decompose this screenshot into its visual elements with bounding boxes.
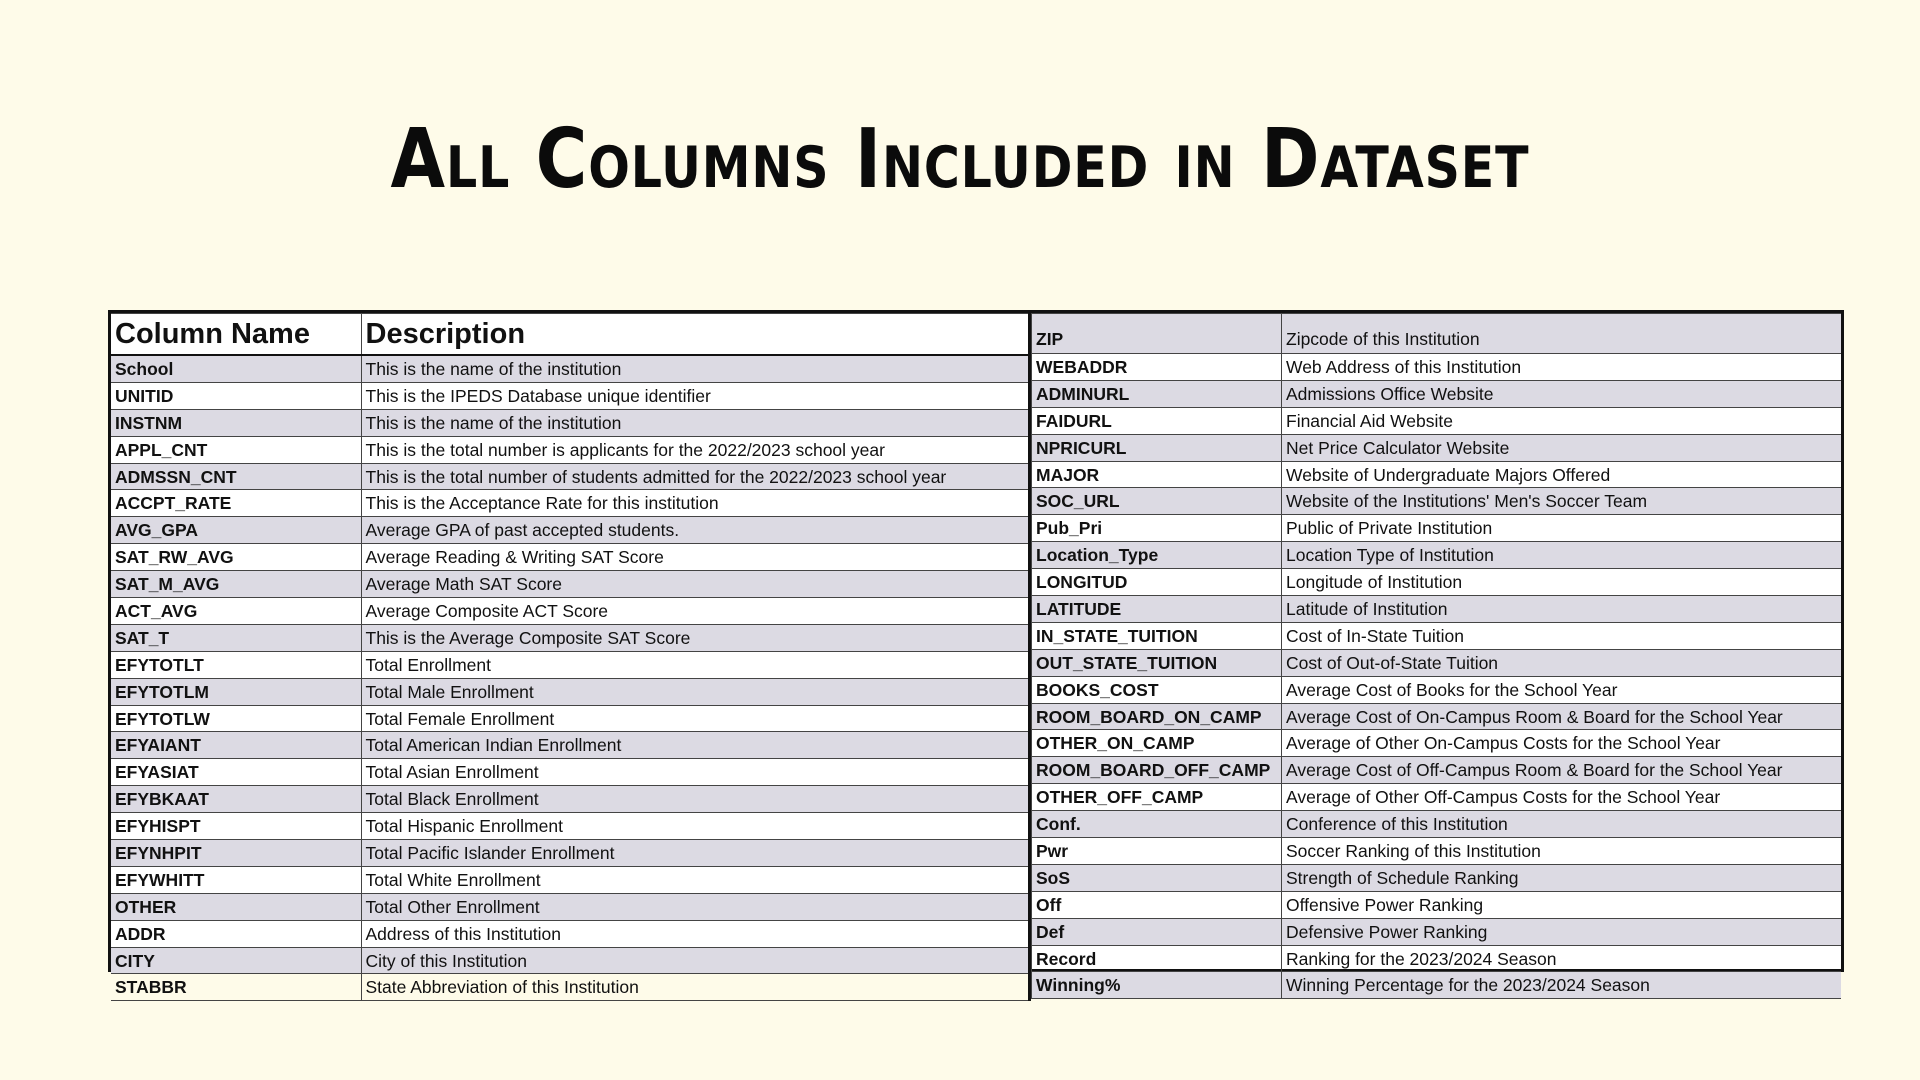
description-cell: Latitude of Institution (1282, 596, 1842, 623)
description-cell: Average GPA of past accepted students. (361, 517, 1030, 544)
column-name-cell: NPRICURL (1032, 434, 1282, 461)
description-cell: Total Female Enrollment (361, 705, 1030, 732)
table-row (1032, 596, 1842, 623)
table-row (1032, 515, 1842, 542)
table-row (111, 866, 1030, 893)
table-row (1032, 784, 1842, 811)
description-cell: Total Pacific Islander Enrollment (361, 840, 1030, 867)
column-name-cell: Record (1032, 945, 1282, 972)
table-row (111, 840, 1030, 867)
description-cell: Financial Aid Website (1282, 407, 1842, 434)
table-row (1032, 488, 1842, 515)
table-row (1032, 811, 1842, 838)
description-cell: State Abbreviation of this Institution (361, 974, 1030, 1001)
description-cell: This is the IPEDS Database unique identifier (361, 382, 1030, 409)
column-name-cell: OTHER_ON_CAMP (1032, 730, 1282, 757)
table-row (111, 624, 1030, 651)
description-cell: Defensive Power Ranking (1282, 918, 1842, 945)
description-cell: Soccer Ranking of this Institution (1282, 838, 1842, 865)
table-row (1032, 542, 1842, 569)
table-row (111, 678, 1030, 705)
description-cell: Total Male Enrollment (361, 678, 1030, 705)
description-cell: Average Cost of Books for the School Year (1282, 676, 1842, 703)
description-cell: Total Other Enrollment (361, 893, 1030, 920)
right-table-body (1032, 314, 1842, 999)
table-row (111, 705, 1030, 732)
description-cell: Public of Private Institution (1282, 515, 1842, 542)
table-row (1032, 434, 1842, 461)
column-name-cell: EFYASIAT (111, 759, 361, 786)
column-name-cell: ADDR (111, 920, 361, 947)
description-cell: Total Black Enrollment (361, 786, 1030, 813)
table-row (111, 463, 1030, 490)
description-cell: Average Reading & Writing SAT Score (361, 544, 1030, 571)
table-row (1032, 354, 1842, 381)
table-row (1032, 864, 1842, 891)
description-cell: Website of the Institutions' Men's Soccer Team (1282, 488, 1842, 515)
description-cell: Average Cost of On-Campus Room & Board for the School Year (1282, 703, 1842, 730)
slide-title: All Columns Included in Dataset (390, 112, 1530, 207)
table-row (1032, 380, 1842, 407)
left-column-table (111, 313, 1031, 1001)
column-name-cell: CITY (111, 947, 361, 974)
description-cell: Net Price Calculator Website (1282, 434, 1842, 461)
table-row (111, 355, 1030, 382)
column-name-cell: SAT_T (111, 624, 361, 651)
column-name-cell: SoS (1032, 864, 1282, 891)
column-name-cell: Winning% (1032, 972, 1282, 999)
table-row (111, 436, 1030, 463)
column-name-cell: UNITID (111, 382, 361, 409)
description-cell: This is the Average Composite SAT Score (361, 624, 1030, 651)
description-cell: Ranking for the 2023/2024 Season (1282, 945, 1842, 972)
table-row (111, 920, 1030, 947)
column-name-cell: ACT_AVG (111, 598, 361, 625)
description-cell: Average Composite ACT Score (361, 598, 1030, 625)
description-cell: Conference of this Institution (1282, 811, 1842, 838)
description-header: Description (361, 314, 1030, 356)
column-name-cell: AVG_GPA (111, 517, 361, 544)
description-cell: Admissions Office Website (1282, 380, 1842, 407)
column-name-cell: ROOM_BOARD_OFF_CAMP (1032, 757, 1282, 784)
description-cell: Average Math SAT Score (361, 571, 1030, 598)
column-name-cell: EFYWHITT (111, 866, 361, 893)
table-row (1032, 314, 1842, 354)
column-name-cell: Conf. (1032, 811, 1282, 838)
column-name-cell: IN_STATE_TUITION (1032, 622, 1282, 649)
description-cell: Website of Undergraduate Majors Offered (1282, 461, 1842, 488)
table-row (111, 409, 1030, 436)
description-cell: Cost of Out-of-State Tuition (1282, 649, 1842, 676)
table-row (111, 974, 1030, 1001)
column-name-cell: School (111, 355, 361, 382)
description-cell: This is the total number is applicants for the 2022/2023 school year (361, 436, 1030, 463)
table-row (1032, 622, 1842, 649)
column-name-cell: ACCPT_RATE (111, 490, 361, 517)
table-row (111, 598, 1030, 625)
description-cell: Total Hispanic Enrollment (361, 813, 1030, 840)
column-name-cell: EFYHISPT (111, 813, 361, 840)
description-cell: This is the name of the institution (361, 355, 1030, 382)
column-name-cell: Def (1032, 918, 1282, 945)
description-cell: Average of Other On-Campus Costs for the School Year (1282, 730, 1842, 757)
left-table-body (111, 355, 1030, 1001)
description-cell: Longitude of Institution (1282, 569, 1842, 596)
table-row (111, 732, 1030, 759)
table-row (111, 786, 1030, 813)
column-name-cell: EFYTOTLT (111, 651, 361, 678)
description-cell: Average Cost of Off-Campus Room & Board for the School Year (1282, 757, 1842, 784)
column-name-cell: Pub_Pri (1032, 515, 1282, 542)
column-name-cell: STABBR (111, 974, 361, 1001)
description-cell: This is the total number of students admitted for the 2022/2023 school year (361, 463, 1030, 490)
description-cell: Zipcode of this Institution (1282, 314, 1842, 354)
description-cell: Web Address of this Institution (1282, 354, 1842, 381)
column-name-cell: OTHER_OFF_CAMP (1032, 784, 1282, 811)
column-name-cell: SAT_M_AVG (111, 571, 361, 598)
table-row (1032, 649, 1842, 676)
description-cell: Average of Other Off-Campus Costs for the School Year (1282, 784, 1842, 811)
description-cell: Strength of Schedule Ranking (1282, 864, 1842, 891)
column-name-cell: OTHER (111, 893, 361, 920)
table-row (1032, 918, 1842, 945)
table-header-row (111, 314, 1030, 356)
column-name-cell: EFYTOTLW (111, 705, 361, 732)
description-cell: Location Type of Institution (1282, 542, 1842, 569)
column-name-cell: EFYNHPIT (111, 840, 361, 867)
column-name-cell: EFYTOTLM (111, 678, 361, 705)
table-row (111, 651, 1030, 678)
column-name-cell: FAIDURL (1032, 407, 1282, 434)
table-row (111, 490, 1030, 517)
column-name-cell: LATITUDE (1032, 596, 1282, 623)
table-row (1032, 972, 1842, 999)
column-name-cell: OUT_STATE_TUITION (1032, 649, 1282, 676)
table-row (111, 544, 1030, 571)
table-row (1032, 703, 1842, 730)
column-name-cell: BOOKS_COST (1032, 676, 1282, 703)
table-row (1032, 891, 1842, 918)
table-row (111, 382, 1030, 409)
column-name-cell: MAJOR (1032, 461, 1282, 488)
table-row (111, 517, 1030, 544)
description-cell: Cost of In-State Tuition (1282, 622, 1842, 649)
column-name-cell: LONGITUD (1032, 569, 1282, 596)
column-name-cell: Location_Type (1032, 542, 1282, 569)
column-name-cell: ROOM_BOARD_ON_CAMP (1032, 703, 1282, 730)
table-row (1032, 838, 1842, 865)
description-cell: Total White Enrollment (361, 866, 1030, 893)
column-name-cell: SOC_URL (1032, 488, 1282, 515)
table-row (1032, 676, 1842, 703)
column-name-cell: SAT_RW_AVG (111, 544, 361, 571)
column-name-cell: EFYBKAAT (111, 786, 361, 813)
column-name-cell: Off (1032, 891, 1282, 918)
column-name-cell: APPL_CNT (111, 436, 361, 463)
column-name-cell: Pwr (1032, 838, 1282, 865)
column-name-cell: ZIP (1032, 314, 1282, 354)
table-row (1032, 407, 1842, 434)
description-cell: This is the Acceptance Rate for this institution (361, 490, 1030, 517)
description-cell: Total Enrollment (361, 651, 1030, 678)
table-row (111, 947, 1030, 974)
description-cell: Winning Percentage for the 2023/2024 Season (1282, 972, 1842, 999)
description-cell: Address of this Institution (361, 920, 1030, 947)
table-row (1032, 461, 1842, 488)
table-row (111, 571, 1030, 598)
description-cell: Total Asian Enrollment (361, 759, 1030, 786)
description-cell: City of this Institution (361, 947, 1030, 974)
description-cell: This is the name of the institution (361, 409, 1030, 436)
description-cell: Offensive Power Ranking (1282, 891, 1842, 918)
column-name-cell: ADMINURL (1032, 380, 1282, 407)
right-column-table (1031, 313, 1841, 999)
dataset-columns-table (108, 310, 1844, 998)
table-row (1032, 569, 1842, 596)
table-row (1032, 945, 1842, 972)
table-row (111, 813, 1030, 840)
column-name-cell: INSTNM (111, 409, 361, 436)
table-row (1032, 757, 1842, 784)
table-row (111, 893, 1030, 920)
column-name-cell: ADMSSN_CNT (111, 463, 361, 490)
description-cell: Total American Indian Enrollment (361, 732, 1030, 759)
table-row (111, 759, 1030, 786)
table-row (1032, 730, 1842, 757)
column-name-cell: EFYAIANT (111, 732, 361, 759)
column-name-header: Column Name (111, 314, 361, 356)
column-name-cell: WEBADDR (1032, 354, 1282, 381)
